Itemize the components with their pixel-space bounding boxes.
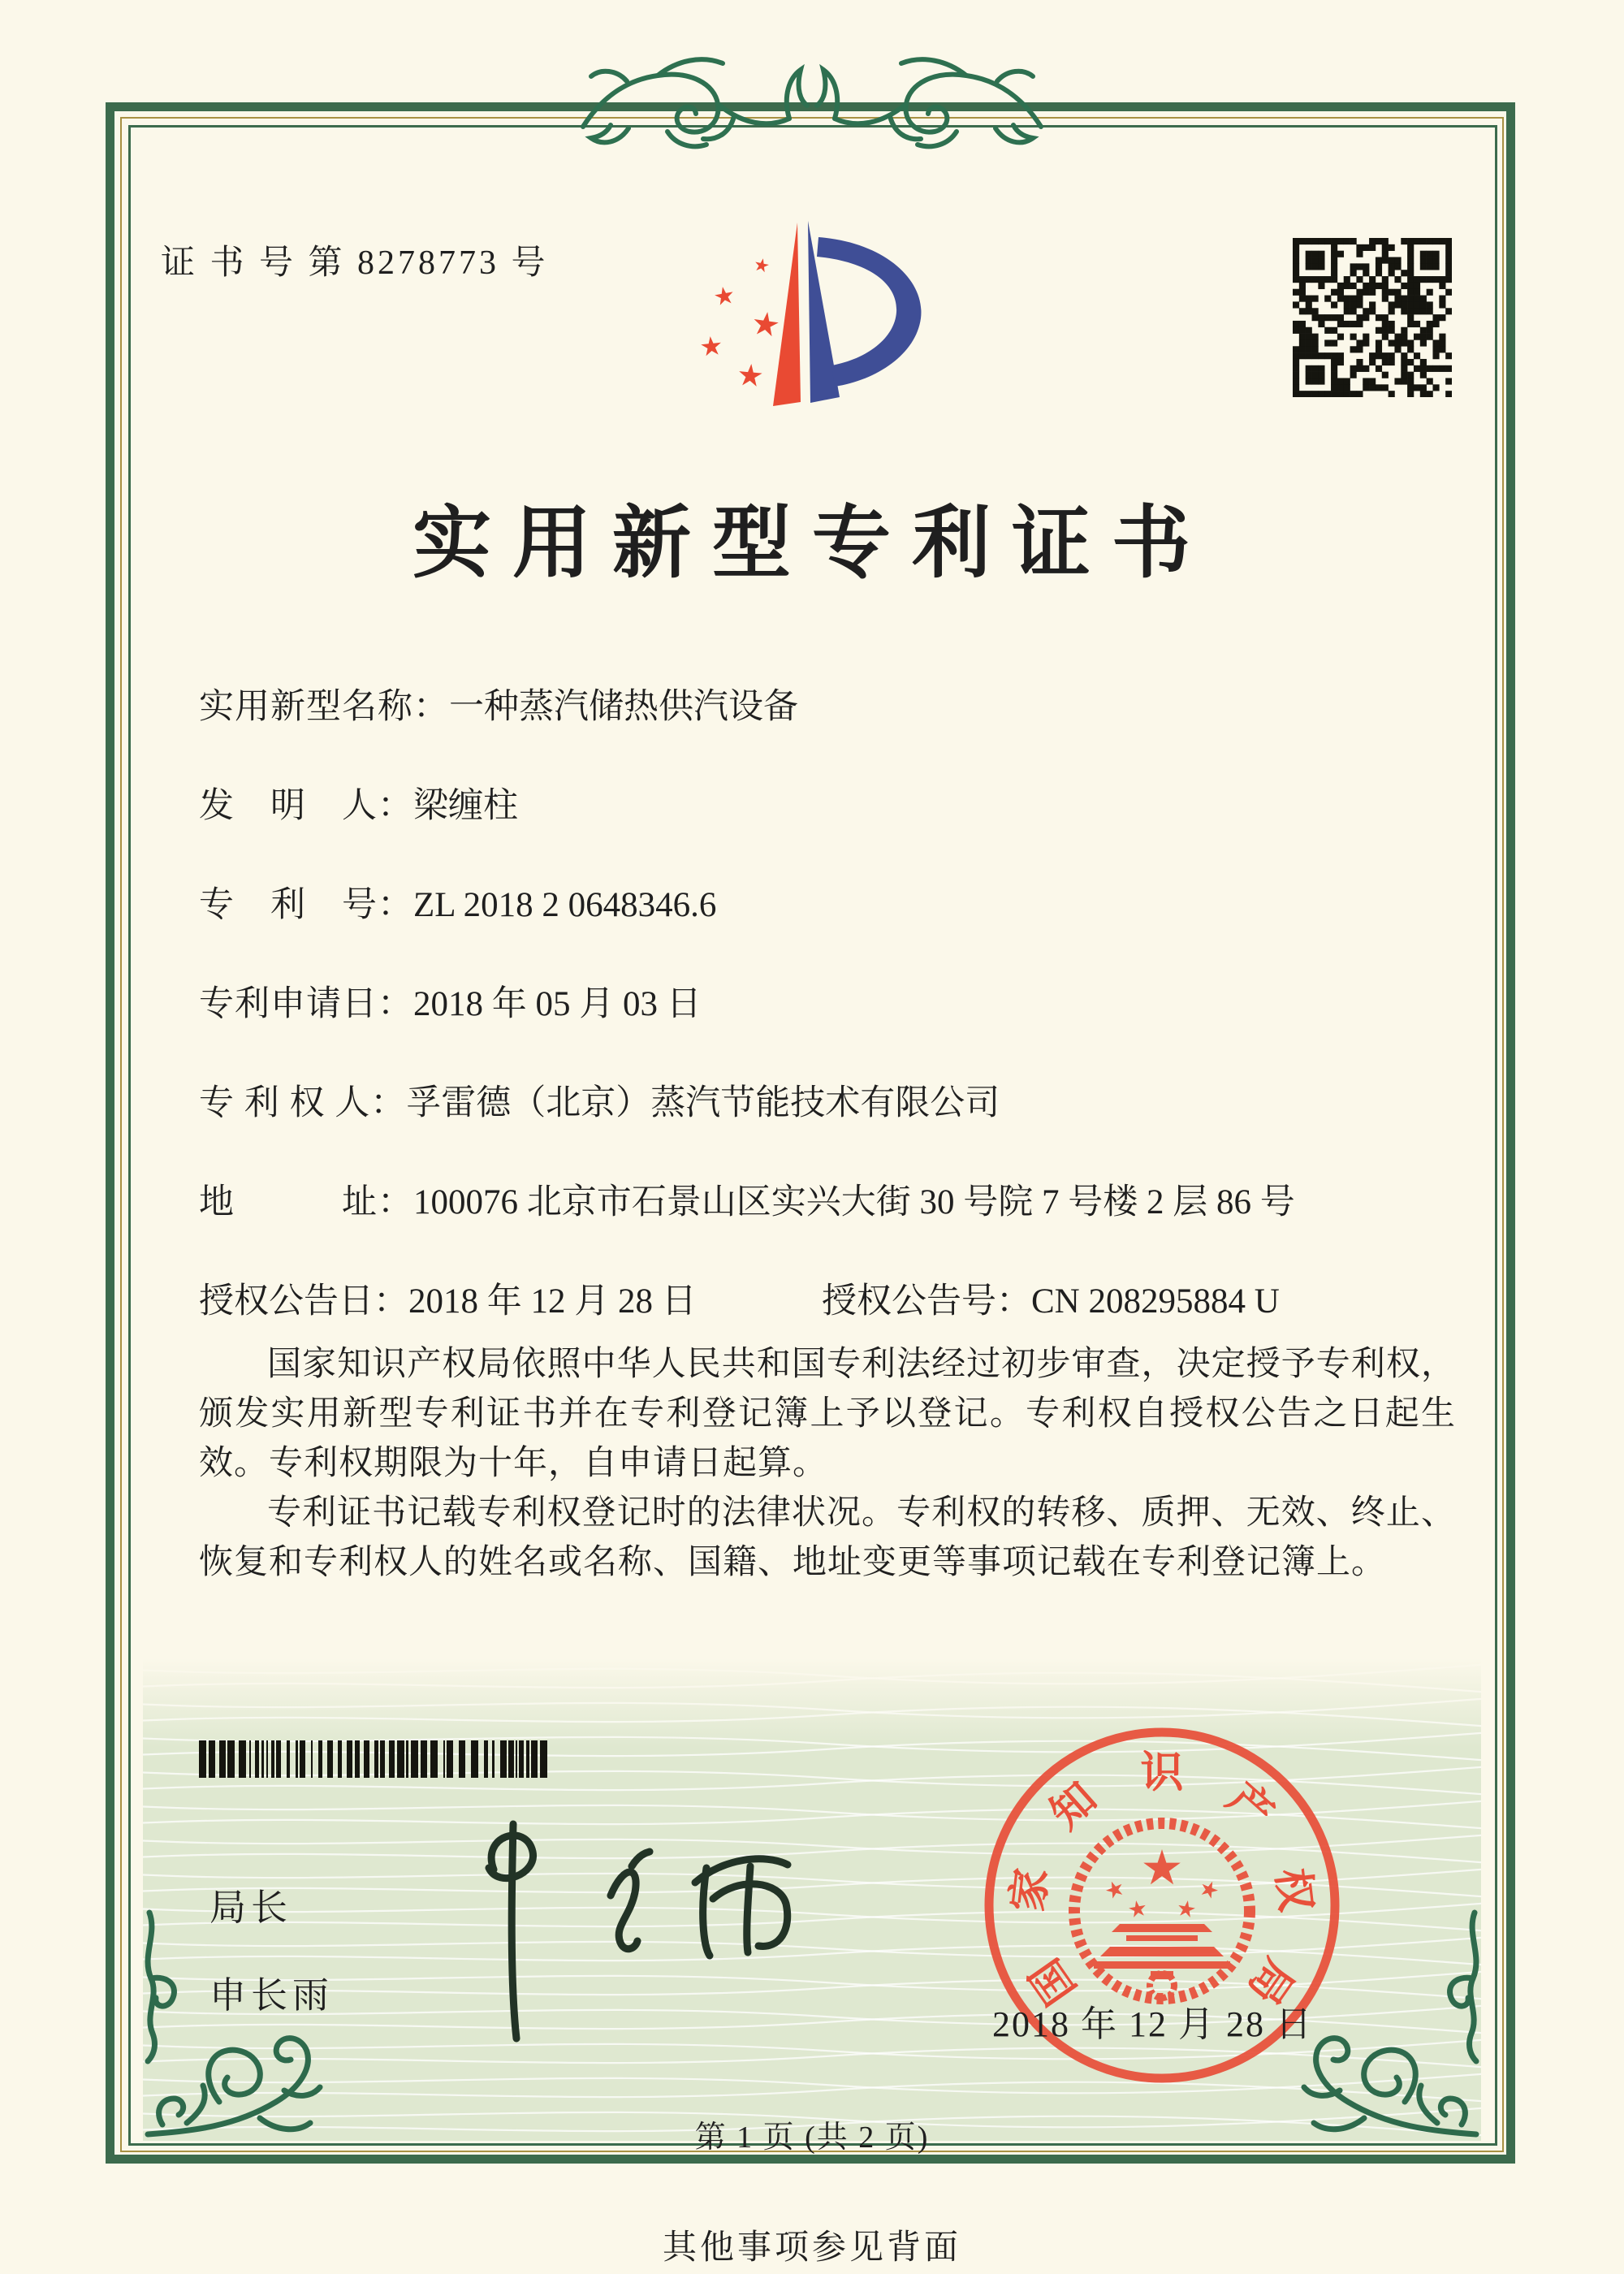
field-patentee bbox=[199, 1075, 1000, 1125]
commissioner-name: 申长雨 bbox=[209, 1975, 335, 2016]
field-value: 孚雷德（北京）蒸汽节能技术有限公司 bbox=[406, 1084, 1000, 1122]
qr-code bbox=[1293, 238, 1452, 397]
back-side-note: 其他事项参见背面 bbox=[662, 2229, 961, 2267]
certificate-number: 证 书 号 第 8278773 号 bbox=[161, 244, 549, 282]
logo-red-wedge bbox=[773, 223, 801, 406]
field-utility-model-name bbox=[199, 679, 798, 728]
field-grant-row bbox=[199, 1273, 1280, 1323]
grant-date-value: 2018 年 12 月 28 日 bbox=[408, 1282, 697, 1321]
field-value: 梁缠柱 bbox=[413, 787, 518, 825]
grant-number-label: 授权公告号： bbox=[822, 1282, 1031, 1321]
field-label: 地 址： bbox=[199, 1183, 413, 1221]
field-patent-number bbox=[199, 877, 716, 927]
barcode bbox=[199, 1740, 555, 1778]
paragraph-register-statement: 专利证书记载专利权登记时的法律状况。专利权的转移、质押、无效、终止、恢复和专利权人的姓名或名称、国籍、地址变更等事项记载在专利登记簿上。 bbox=[199, 1494, 1456, 1581]
field-inventor bbox=[199, 778, 518, 828]
field-label: 发 明 人： bbox=[199, 787, 413, 825]
field-label: 专利申请日： bbox=[199, 985, 413, 1023]
field-label: 专 利 号： bbox=[199, 886, 413, 924]
grant-date-label: 授权公告日： bbox=[199, 1282, 408, 1321]
field-filing-date bbox=[199, 976, 702, 1026]
field-address bbox=[199, 1174, 1295, 1224]
corner-flourish-bottom-left bbox=[136, 1909, 356, 2144]
field-value: 2018 年 05 月 03 日 bbox=[413, 985, 702, 1023]
commissioner-signature bbox=[451, 1818, 833, 2061]
seal-arc-text: 国 家 知 识 产 权 局 bbox=[1004, 1749, 1320, 2012]
legal-paragraphs bbox=[199, 1340, 1456, 1588]
grant-number-pair bbox=[822, 1273, 1280, 1323]
certificate-title: 实用新型专利证书 bbox=[412, 500, 1212, 587]
logo-stars bbox=[700, 257, 780, 387]
top-dragon-ornament bbox=[578, 45, 1046, 192]
field-value: ZL 2018 2 0648346.6 bbox=[413, 886, 717, 924]
page-number: 第 1 页 (共 2 页) bbox=[694, 2121, 930, 2155]
field-label: 实用新型名称： bbox=[199, 688, 449, 726]
cnipa-logo bbox=[689, 214, 929, 411]
paragraph-grant-statement: 国家知识产权局依照中华人民共和国专利法经过初步审查，决定授予专利权，颁发实用新型专利证书并在专利登记簿上予以登记。专利权自授权公告之日起生效。专利权期限为十年，自申请日起算。 bbox=[199, 1346, 1456, 1482]
field-value: 一种蒸汽储热供汽设备 bbox=[449, 688, 798, 726]
field-value: 100076 北京市石景山区实兴大街 30 号院 7 号楼 2 层 86 号 bbox=[413, 1183, 1295, 1221]
grant-number-value: CN 208295884 U bbox=[1031, 1282, 1280, 1321]
commissioner-title: 局长 bbox=[209, 1887, 293, 1928]
seal-date: 2018 年 12 月 28 日 bbox=[992, 2004, 1313, 2044]
field-label: 专 利 权 人： bbox=[199, 1084, 407, 1122]
